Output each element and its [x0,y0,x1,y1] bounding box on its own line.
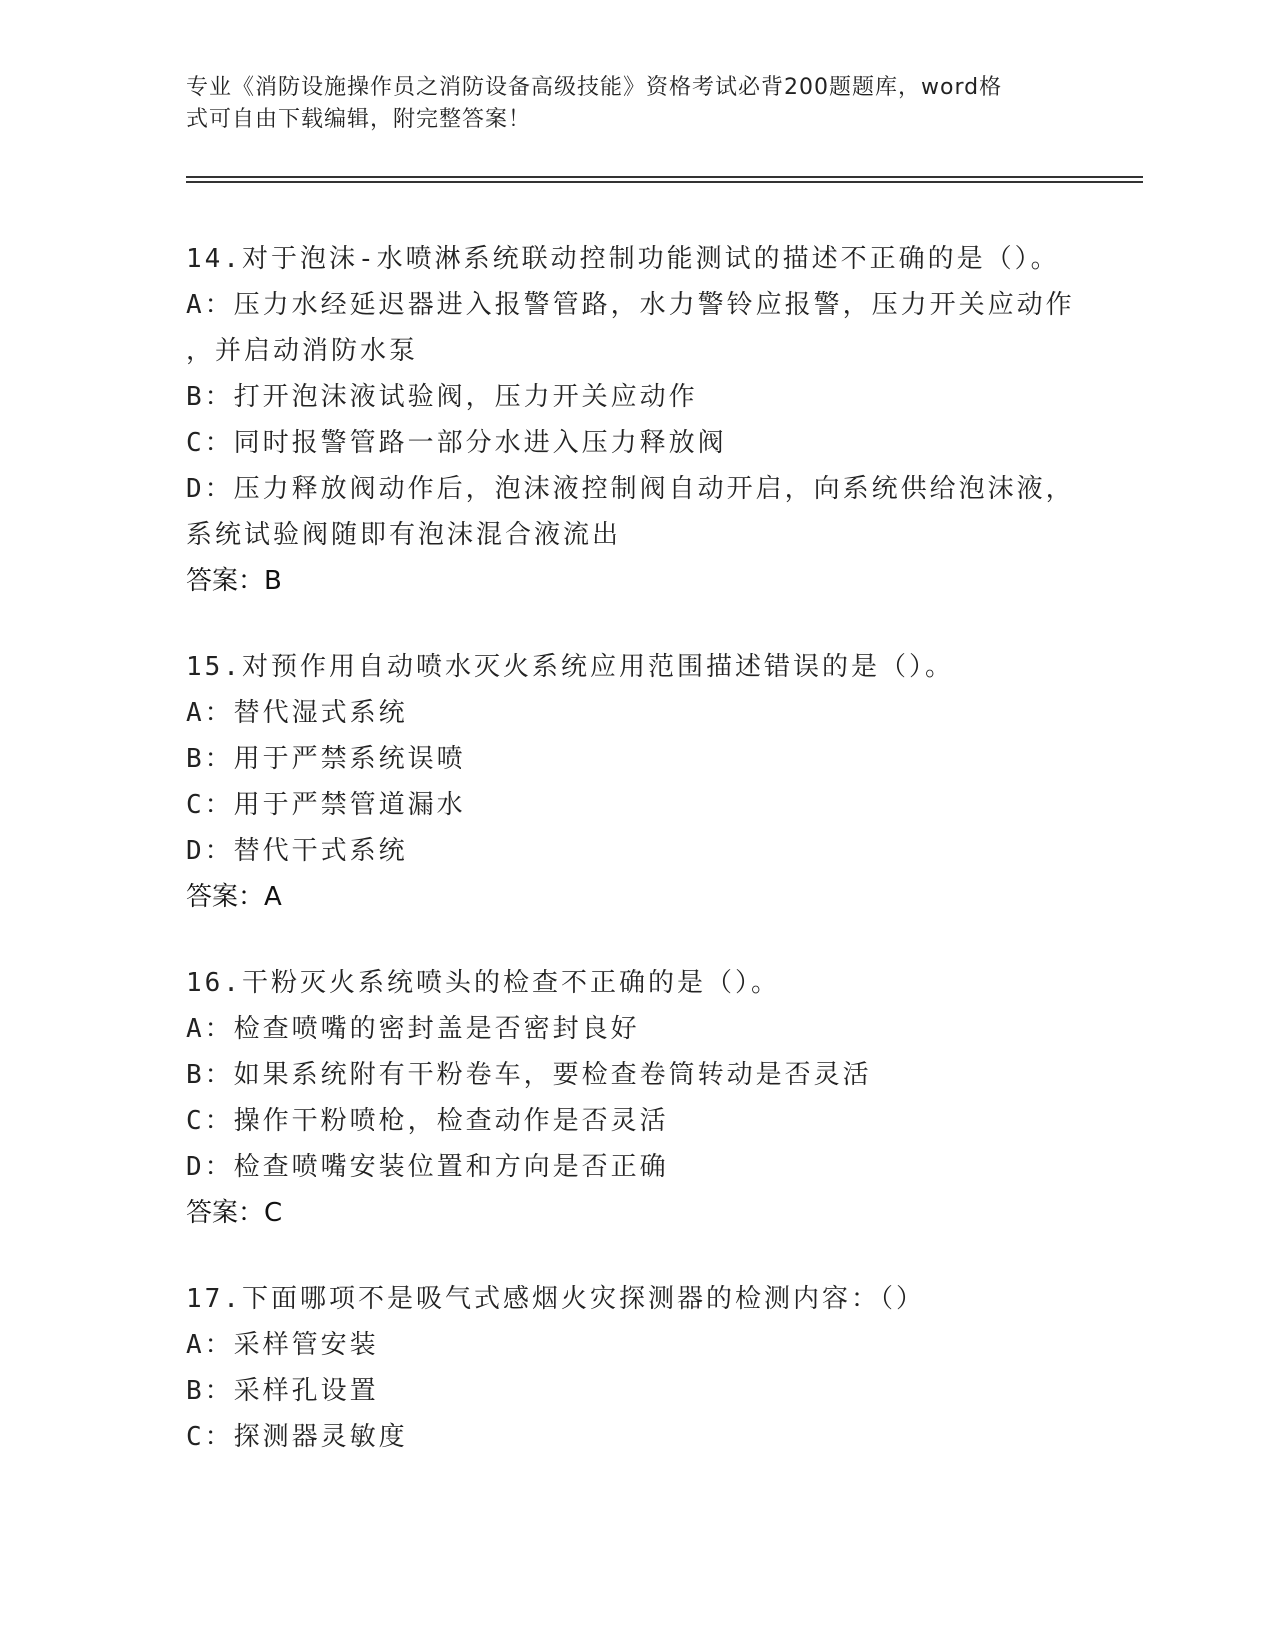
header-line-2: 式可自由下载编辑，附完整答案！ [186,107,532,132]
option-d: D：压力释放阀动作后，泡沫液控制阀自动开启，向系统供给泡沫液， [186,474,1075,504]
question-17 [186,1276,1086,1460]
option-a: A：检查喷嘴的密封盖是否密封良好 [186,1014,640,1044]
option-c: C：探测器灵敏度 [186,1422,408,1452]
header-divider-top [186,176,1143,178]
option-c: C：用于严禁管道漏水 [186,790,466,820]
option-d: D：检查喷嘴安装位置和方向是否正确 [186,1152,669,1182]
question-list [186,236,1086,1500]
option-b: B：如果系统附有干粉卷车，要检查卷筒转动是否灵活 [186,1060,872,1090]
answer: 答案：A [186,882,282,912]
option-c: C：操作干粉喷枪，检查动作是否灵活 [186,1106,669,1136]
header-line-1: 专业《消防设施操作员之消防设备高级技能》资格考试必背200题题库，word格 [186,75,1003,100]
option-d: D：替代干式系统 [186,836,408,866]
question-stem: 16.干粉灭火系统喷头的检查不正确的是（）。 [186,968,780,998]
question-14 [186,236,1086,604]
question-stem: 17.下面哪项不是吸气式感烟火灾探测器的检测内容：（） [186,1284,925,1314]
option-b: B：采样孔设置 [186,1376,379,1406]
option-b: B：打开泡沫液试验阀，压力开关应动作 [186,382,698,412]
answer: 答案：B [186,566,282,596]
option-a: A：替代湿式系统 [186,698,408,728]
question-stem: 15.对预作用自动喷水灭火系统应用范围描述错误的是（）。 [186,652,954,682]
option-a: A：采样管安装 [186,1330,379,1360]
option-c: C：同时报警管路一部分水进入压力释放阀 [186,428,727,458]
document-header [186,72,1086,136]
question-16 [186,960,1086,1236]
question-stem: 14.对于泡沫-水喷淋系统联动控制功能测试的描述不正确的是（）。 [186,244,1060,274]
option-a-continued: ，并启动消防水泵 [186,336,419,366]
option-a: A：压力水经延迟器进入报警管路，水力警铃应报警，压力开关应动作 [186,290,1075,320]
question-15 [186,644,1086,920]
option-b: B：用于严禁系统误喷 [186,744,466,774]
option-d-continued: 系统试验阀随即有泡沫混合液流出 [186,520,622,550]
header-divider-bottom [186,181,1143,183]
answer: 答案：C [186,1198,283,1228]
